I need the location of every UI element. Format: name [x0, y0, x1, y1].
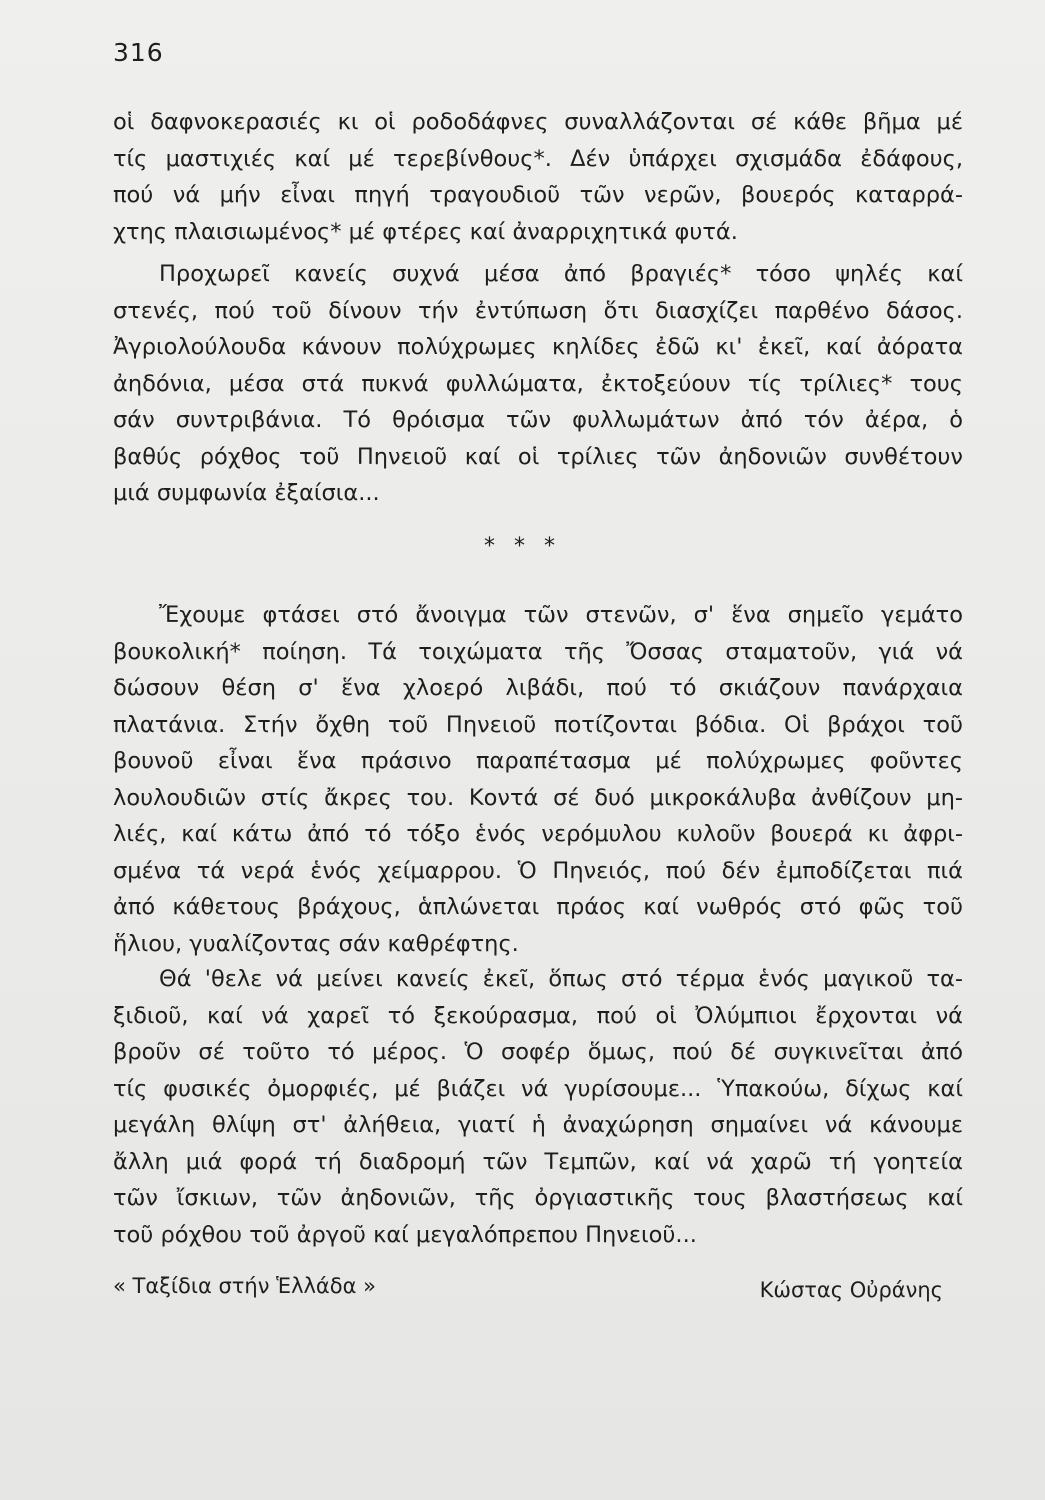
text-line: οἱ δαφνοκερασιές κι οἱ ροδοδάφνες συναλλάζονται σέ κάθε βῆμα μέ: [113, 109, 963, 135]
paragraph-1: [113, 104, 963, 250]
text-line: μεγάλη θλίψη στ' ἀλήθεια, γιατί ἡ ἀναχώρηση σημαίνει νά κάνουμε: [113, 1112, 963, 1138]
text-line: ἄλλη μιά φορά τή διαδρομή τῶν Τεμπῶν, καί νά χαρῶ τή γοητεία: [113, 1148, 963, 1175]
text-line: βαθύς ρόχθος τοῦ Πηνειοῦ καί οἱ τρίλιες τῶν ἀηδονιῶν συνθέτουν: [113, 443, 963, 470]
text-line: βουνοῦ εἶναι ἕνα πράσινο παραπέτασμα μέ πολύχρωμες φοῦντες: [113, 748, 963, 774]
text-line: μιά συμφωνία ἐξαίσια...: [113, 480, 380, 506]
text-line: λουλουδιῶν στίς ἄκρες του. Κοντά σέ δυό μικροκάλυβα ἀνθίζουν μη-: [113, 784, 963, 811]
source-citation: « Ταξίδια στήν Ἑλλάδα »: [113, 1274, 376, 1298]
text-line: σμένα τά νερά ἑνός χείμαρρου. Ὁ Πηνειός, πού δέν ἐμποδίζεται πιά: [113, 857, 963, 884]
text-line: ξιδιοῦ, καί νά χαρεῖ τό ξεκούρασμα, πού οἱ Ὀλύμπιοι ἔρχονται νά: [113, 1002, 963, 1029]
text-line: πού νά μήν εἶναι πηγή τραγουδιοῦ τῶν νερῶν, βουερός καταρρά-: [113, 182, 963, 208]
paragraph-4: [113, 961, 963, 1253]
author-name: Κώστας Οὐράνης: [759, 1278, 943, 1302]
text-line: τοῦ ρόχθου τοῦ ἀργοῦ καί μεγαλόπρεπου Πηνειοῦ...: [113, 1221, 697, 1248]
text-line: βουκολική* ποίηση. Τά τοιχώματα τῆς Ὄσσας σταματοῦν, γιά νά: [113, 638, 963, 665]
section-separator: * * *: [484, 534, 561, 559]
text-line: χτης πλαισιωμένος* μέ φτέρες καί ἀναρριχητικά φυτά.: [113, 218, 738, 245]
text-line: τίς μαστιχιές καί μέ τερεβίνθους*. Δέν ὑπάρχει σχισμάδα ἐδάφους,: [113, 145, 963, 172]
text-line: λιές, καί κάτω ἀπό τό τόξο ἑνός νερόμυλου κυλοῦν βουερά κι ἀφρι-: [113, 821, 963, 847]
paragraph-3: [113, 597, 963, 962]
text-line: σάν συντριβάνια. Τό θρόισμα τῶν φυλλωμάτων ἀπό τόν ἀέρα, ὁ: [113, 407, 963, 433]
text-line: Προχωρεῖ κανείς συχνά μέσα ἀπό βραγιές* τόσο ψηλές καί: [159, 261, 963, 287]
text-line: πλατάνια. Στήν ὄχθη τοῦ Πηνειοῦ ποτίζονται βόδια. Οἱ βράχοι τοῦ: [113, 711, 963, 738]
text-line: ἀηδόνια, μέσα στά πυκνά φυλλώματα, ἐκτοξεύουν τίς τρίλιες* τους: [113, 370, 963, 397]
text-line: Ἀγριολούλουδα κάνουν πολύχρωμες κηλίδες ἐδῶ κι' ἐκεῖ, καί ἀόρατα: [113, 334, 963, 360]
text-line: δώσουν θέση σ' ἕνα χλοερό λιβάδι, πού τό σκιάζουν πανάρχαια: [113, 675, 963, 701]
text-line: Ἔχουμε φτάσει στό ἄνοιγμα τῶν στενῶν, σ' ἕνα σημεῖο γεμάτο: [159, 602, 963, 628]
text-line: στενές, πού τοῦ δίνουν τήν ἐντύπωση ὅτι διασχίζει παρθένο δάσος.: [113, 297, 963, 324]
text-line: τίς φυσικές ὀμορφιές, μέ βιάζει νά γυρίσουμε... Ὑπακούω, δίχως καί: [113, 1075, 963, 1102]
text-line: ἥλιου, γυαλίζοντας σάν καθρέφτης.: [113, 930, 519, 957]
text-line: Θά 'θελε νά μείνει κανείς ἐκεῖ, ὅπως στό τέρμα ἑνός μαγικοῦ τα-: [159, 966, 963, 992]
text-line: τῶν ἴσκιων, τῶν ἀηδονιῶν, τῆς ὀργιαστικῆς τους βλαστήσεως καί: [113, 1185, 963, 1211]
paragraph-2: [113, 256, 963, 512]
text-line: ἀπό κάθετους βράχους, ἁπλώνεται πράος καί νωθρός στό φῶς τοῦ: [113, 894, 963, 920]
text-line: βροῦν σέ τοῦτο τό μέρος. Ὁ σοφέρ ὅμως, πού δέ συγκινεῖται ἀπό: [113, 1039, 963, 1065]
page-number: 316: [113, 38, 164, 67]
